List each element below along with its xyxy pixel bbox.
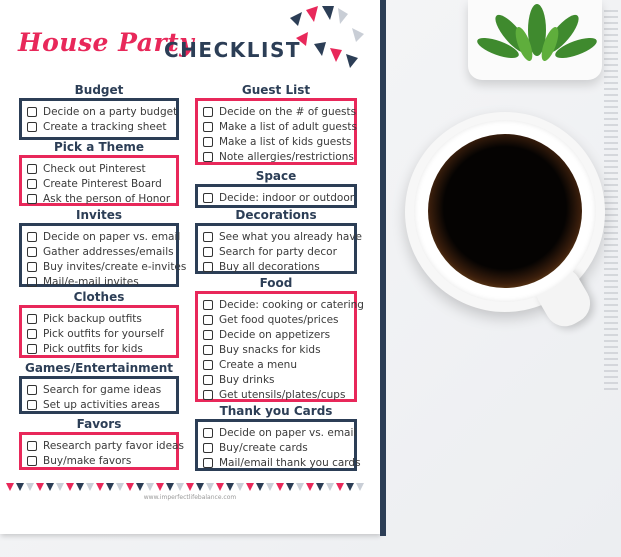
- food-box: [195, 291, 364, 402]
- space-box: [195, 184, 357, 208]
- checkbox[interactable]: [203, 443, 213, 453]
- checklist-item[interactable]: Buy invites/create e-invites: [27, 259, 171, 274]
- checklist-item[interactable]: Set up activities areas: [27, 397, 171, 412]
- checkbox[interactable]: [27, 329, 37, 339]
- thanks-box: [195, 419, 361, 471]
- checklist-item[interactable]: Mail/e-mail invites: [27, 274, 171, 289]
- checkbox[interactable]: [203, 300, 213, 310]
- checkbox[interactable]: [27, 179, 37, 189]
- section-title-thanks: Thank you Cards: [219, 404, 333, 418]
- theme-box: [19, 155, 179, 206]
- guests-box: [195, 98, 357, 165]
- checkbox[interactable]: [27, 400, 37, 410]
- section-title-theme: Pick a Theme: [54, 140, 144, 154]
- checklist-item[interactable]: Buy snacks for kids: [203, 342, 349, 357]
- checklist-item[interactable]: Buy drinks: [203, 372, 349, 387]
- games-box: [19, 376, 179, 414]
- checkbox[interactable]: [203, 232, 213, 242]
- checklist-item[interactable]: Decide: cooking or catering: [203, 297, 349, 312]
- checkbox[interactable]: [203, 262, 213, 272]
- checklist-item[interactable]: Search for game ideas: [27, 382, 171, 397]
- checklist-item[interactable]: See what you already have: [203, 229, 349, 244]
- checklist-item[interactable]: Pick backup outfits: [27, 311, 171, 326]
- checkbox[interactable]: [27, 194, 37, 204]
- checkbox[interactable]: [203, 330, 213, 340]
- checkbox[interactable]: [203, 122, 213, 132]
- checkbox[interactable]: [203, 458, 213, 468]
- coffee-surface: [428, 134, 582, 288]
- favors-box: [19, 432, 184, 470]
- section-title-favors: Favors: [76, 417, 122, 431]
- checklist-item[interactable]: Create a menu: [203, 357, 349, 372]
- bunting-icon: [286, 4, 374, 70]
- section-title-guests: Guest List: [241, 83, 311, 97]
- checklist-item[interactable]: Create Pinterest Board: [27, 176, 171, 191]
- paper-border: [380, 0, 386, 536]
- title-script: House Party: [18, 28, 195, 57]
- checklist-item[interactable]: Mail/email thank you cards: [203, 455, 349, 470]
- invites-box: [19, 223, 187, 288]
- section-title-decorations: Decorations: [235, 208, 317, 222]
- section-title-budget: Budget: [74, 83, 124, 97]
- checklist-item[interactable]: Get utensils/plates/cups: [203, 387, 349, 402]
- checkbox[interactable]: [203, 360, 213, 370]
- checklist-item[interactable]: Decide on paper vs. email: [203, 425, 349, 440]
- checklist-item[interactable]: Buy all decorations: [203, 259, 349, 274]
- checkbox[interactable]: [27, 385, 37, 395]
- checklist-item[interactable]: Decide on appetizers: [203, 327, 349, 342]
- checkbox[interactable]: [27, 247, 37, 257]
- checklist-item[interactable]: Gather addresses/emails: [27, 244, 171, 259]
- section-title-clothes: Clothes: [73, 290, 125, 304]
- checkbox[interactable]: [203, 152, 213, 162]
- checklist-item[interactable]: Decide on a party budget: [27, 104, 171, 119]
- checkbox[interactable]: [203, 137, 213, 147]
- bunting-border-icon: [6, 481, 366, 495]
- checkbox[interactable]: [27, 107, 37, 117]
- checkbox[interactable]: [27, 232, 37, 242]
- footer-url: www.imperfectlifebalance.com: [143, 494, 237, 501]
- clothes-box: [19, 305, 179, 358]
- checkbox[interactable]: [203, 428, 213, 438]
- checklist-item[interactable]: Ask the person of Honor: [27, 191, 171, 206]
- checklist-item[interactable]: Make a list of kids guests: [203, 134, 349, 149]
- checkbox[interactable]: [203, 107, 213, 117]
- checkbox[interactable]: [27, 122, 37, 132]
- checkbox[interactable]: [203, 315, 213, 325]
- checkbox[interactable]: [27, 262, 37, 272]
- checklist-item[interactable]: Check out Pinterest: [27, 161, 171, 176]
- checklist-item[interactable]: Make a list of adult guests: [203, 119, 349, 134]
- checkbox[interactable]: [203, 193, 213, 203]
- checkbox[interactable]: [27, 456, 37, 466]
- checkbox[interactable]: [27, 277, 37, 287]
- title-checklist: CHECKLIST: [164, 38, 301, 62]
- succulent-plant-icon: [462, 0, 612, 74]
- decorations-box: [195, 223, 362, 274]
- checklist-item[interactable]: Pick outfits for kids: [27, 341, 171, 356]
- checklist-item[interactable]: Buy/make favors: [27, 453, 171, 468]
- section-title-space: Space: [255, 169, 297, 183]
- checkbox[interactable]: [203, 390, 213, 400]
- checkbox[interactable]: [27, 164, 37, 174]
- checklist-item[interactable]: Decide: indoor or outdoor: [203, 190, 349, 205]
- checkbox[interactable]: [203, 345, 213, 355]
- checklist-item[interactable]: Buy/create cards: [203, 440, 349, 455]
- checklist-item[interactable]: Search for party decor: [203, 244, 349, 259]
- checkbox[interactable]: [27, 344, 37, 354]
- budget-box: [19, 98, 179, 140]
- section-title-invites: Invites: [76, 208, 122, 222]
- checklist-item[interactable]: Pick outfits for yourself: [27, 326, 171, 341]
- checklist-item[interactable]: Note allergies/restrictions: [203, 149, 349, 164]
- checklist-item[interactable]: Create a tracking sheet: [27, 119, 171, 134]
- checklist-item[interactable]: Research party favor ideas: [27, 438, 171, 453]
- section-title-food: Food: [259, 276, 293, 290]
- checkbox[interactable]: [203, 375, 213, 385]
- checkbox[interactable]: [27, 441, 37, 451]
- checklist-item[interactable]: Decide on the # of guests: [203, 104, 349, 119]
- checkbox[interactable]: [203, 247, 213, 257]
- checkbox[interactable]: [27, 314, 37, 324]
- checklist-item[interactable]: Decide on paper vs. email: [27, 229, 171, 244]
- checklist-item[interactable]: Get food quotes/prices: [203, 312, 349, 327]
- section-title-games: Games/Entertainment: [24, 361, 174, 375]
